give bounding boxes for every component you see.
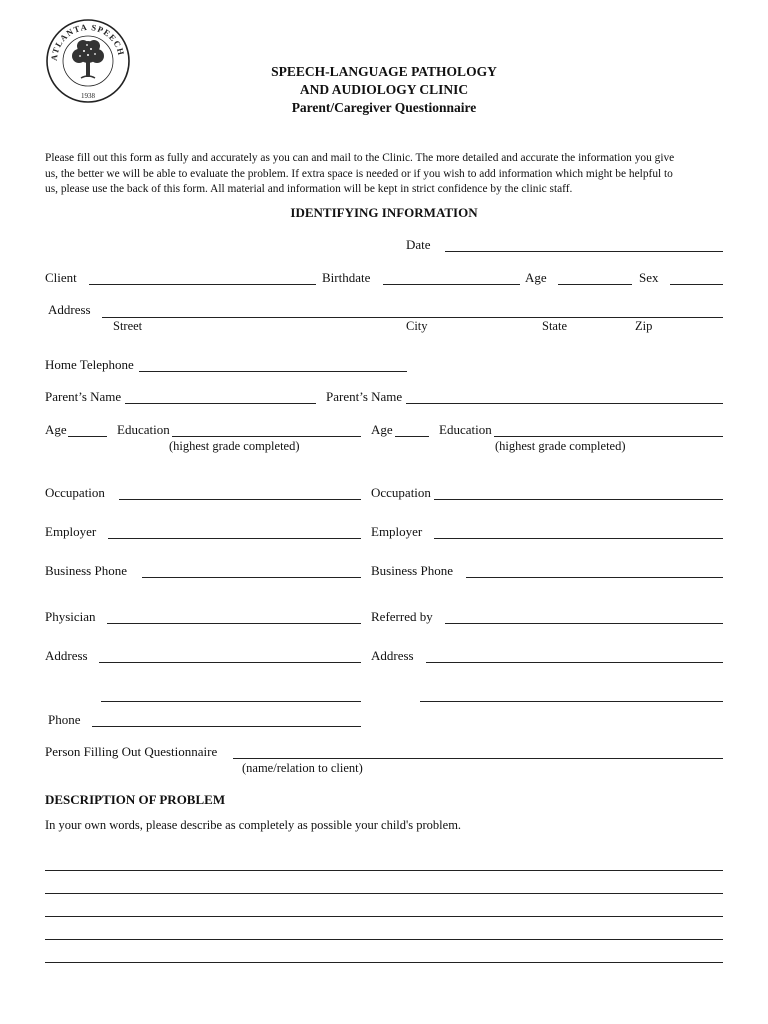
parent1-name-field[interactable]: [125, 403, 316, 404]
phone-field[interactable]: [92, 726, 361, 727]
clinic-title-line2: AND AUDIOLOGY CLINIC: [299, 82, 469, 97]
parent2-business-phone-label: Business Phone: [371, 563, 453, 578]
client-label: Client: [45, 270, 77, 285]
home-telephone-label: Home Telephone: [45, 357, 134, 372]
referrer-address-label: Address: [371, 648, 414, 663]
sex-label: Sex: [639, 270, 659, 285]
address-label: Address: [48, 302, 91, 317]
parent2-age-field[interactable]: [395, 436, 429, 437]
parent2-education-field[interactable]: [494, 436, 723, 437]
home-telephone-field[interactable]: [139, 371, 407, 372]
referred-by-label: Referred by: [371, 609, 433, 624]
problem-answer-line-4[interactable]: [45, 939, 723, 940]
referrer-address-line2-field[interactable]: [420, 701, 723, 702]
parent2-occupation-field[interactable]: [434, 499, 723, 500]
parent2-business-phone-field[interactable]: [466, 577, 723, 578]
problem-prompt: In your own words, please describe as completely as possible your child's problem.: [45, 818, 462, 832]
parent1-education-label: Education: [117, 422, 170, 437]
parent1-occupation-field[interactable]: [119, 499, 361, 500]
referred-by-field[interactable]: [445, 623, 723, 624]
referrer-address-field[interactable]: [426, 662, 723, 663]
parent1-employer-field[interactable]: [108, 538, 361, 539]
parent1-education-field[interactable]: [172, 436, 361, 437]
parent1-business-phone-field[interactable]: [142, 577, 361, 578]
section-identifying-heading: IDENTIFYING INFORMATION: [290, 205, 478, 220]
parent2-occupation-label: Occupation: [371, 485, 431, 500]
intro-line2: us, the better we will be able to evaluate the problem. If extra space is needed or if you wish to add information which might be helpful to: [45, 168, 673, 180]
parent1-age-field[interactable]: [68, 436, 107, 437]
date-field[interactable]: [445, 251, 723, 252]
parent1-occupation-label: Occupation: [45, 485, 105, 500]
state-caption: State: [542, 319, 567, 333]
problem-answer-line-5[interactable]: [45, 962, 723, 963]
physician-address-label: Address: [45, 648, 88, 663]
problem-answer-line-2[interactable]: [45, 893, 723, 894]
zip-caption: Zip: [635, 319, 653, 333]
logo-ring-text: ATLANTA SPEECH: [48, 21, 127, 62]
intro-line3: us, please use the back of this form. All material and information will be kept in strict confidence by the clinic staff.: [45, 183, 573, 195]
city-caption: City: [406, 319, 428, 333]
birthdate-field[interactable]: [383, 284, 520, 285]
form-title: Parent/Caregiver Questionnaire: [291, 100, 477, 115]
parent2-education-label: Education: [439, 422, 492, 437]
parent2-name-label: Parent’s Name: [326, 389, 403, 404]
parent1-highest-grade-caption: (highest grade completed): [169, 439, 300, 453]
clinic-title-line1: SPEECH-LANGUAGE PATHOLOGY: [271, 64, 497, 79]
age-label: Age: [525, 270, 547, 285]
parent1-name-label: Parent’s Name: [45, 389, 122, 404]
address-field[interactable]: [102, 317, 723, 318]
age-field[interactable]: [558, 284, 632, 285]
sex-field[interactable]: [670, 284, 723, 285]
name-relation-caption: (name/relation to client): [242, 761, 363, 775]
parent2-highest-grade-caption: (highest grade completed): [495, 439, 626, 453]
parent1-employer-label: Employer: [45, 524, 97, 539]
person-filling-field[interactable]: [233, 758, 723, 759]
parent1-business-phone-label: Business Phone: [45, 563, 127, 578]
logo-year: 1938: [81, 92, 95, 100]
parent2-age-label: Age: [371, 422, 393, 437]
phone-label: Phone: [48, 712, 81, 727]
physician-address-line2-field[interactable]: [101, 701, 361, 702]
intro-line1: Please fill out this form as fully and accurately as you can and mail to the Clinic. The more detailed and accurate the information you give: [45, 152, 675, 164]
parent2-employer-field[interactable]: [434, 538, 723, 539]
person-filling-label: Person Filling Out Questionnaire: [45, 744, 218, 759]
physician-field[interactable]: [107, 623, 361, 624]
section-problem-heading: DESCRIPTION OF PROBLEM: [45, 792, 226, 807]
problem-answer-line-1[interactable]: [45, 870, 723, 871]
parent2-name-field[interactable]: [406, 403, 723, 404]
physician-label: Physician: [45, 609, 96, 624]
physician-address-field[interactable]: [99, 662, 361, 663]
client-field[interactable]: [89, 284, 316, 285]
street-caption: Street: [113, 319, 143, 333]
date-label: Date: [406, 237, 431, 252]
birthdate-label: Birthdate: [322, 270, 371, 285]
parent1-age-label: Age: [45, 422, 67, 437]
parent2-employer-label: Employer: [371, 524, 423, 539]
problem-answer-line-3[interactable]: [45, 916, 723, 917]
